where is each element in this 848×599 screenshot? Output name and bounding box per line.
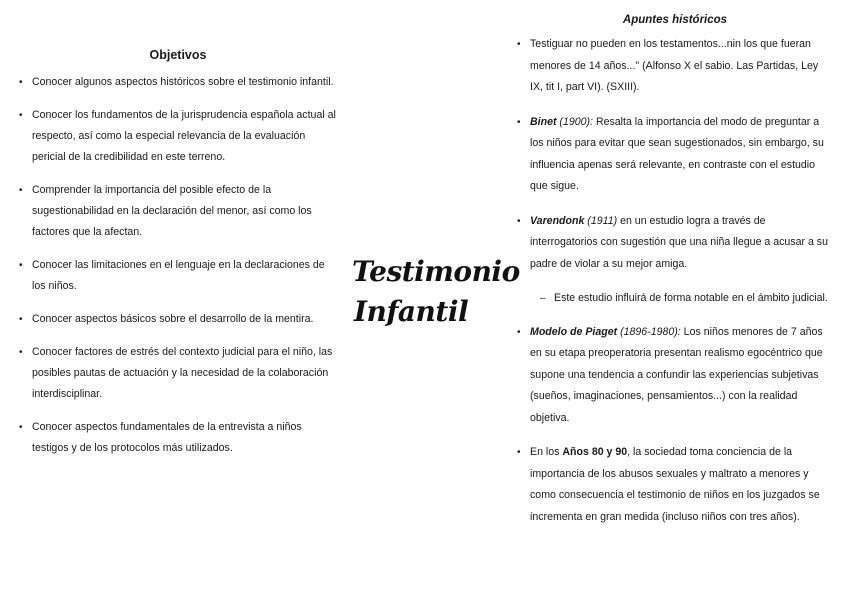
- history-item-text: Testiguar no pueden en los testamentos...nin los que fueran menores de 14 años..." (Alfonso X el sabio. Las Partidas, Ley IX, tit I, part VI). (SXIII).: [530, 38, 819, 93]
- title-line-2: Infantil: [353, 295, 469, 328]
- history-item-text: Resalta la importancia del modo de preguntar a los niños para evitar que sean sugestionados, sin embargo, su influencia apenas será relevante, en contraste con el estudio que sigue.: [530, 115, 824, 192]
- objectives-column: [18, 48, 338, 471]
- title-line-1: Testimonio: [352, 255, 520, 288]
- objectives-list: [18, 72, 338, 459]
- objective-item: • Conocer algunos aspectos históricos sobre el testimonio infantil.: [18, 72, 338, 93]
- history-subitem: [516, 288, 834, 310]
- history-year: (1896-1980):: [617, 325, 681, 338]
- history-column: [516, 14, 834, 541]
- history-item-pre: En los: [530, 446, 563, 458]
- history-heading: Apuntes históricos: [622, 14, 728, 26]
- history-list: [516, 34, 834, 528]
- objective-item: • Conocer factores de estrés del contexto judicial para el niño, las posibles pautas de actuación y la necesidad de la colaboración interdisciplinar.: [18, 342, 338, 405]
- history-item: [516, 442, 834, 528]
- history-item: [516, 34, 834, 99]
- objective-item: • Conocer los fundamentos de la jurisprudencia española actual al respecto, así como la especial relevancia de la evaluación pericial de la credibilidad en este terreno.: [18, 105, 338, 168]
- objective-item: • Conocer las limitaciones en el lenguaje en la declaraciones de los niños.: [18, 255, 338, 297]
- objective-item: • Comprender la importancia del posible efecto de la sugestionabilidad en la declaración del menor, así como los factores que la afectan.: [18, 180, 338, 243]
- history-item: [516, 211, 834, 276]
- history-author: Modelo de Piaget: [530, 325, 618, 338]
- history-item-text: , la sociedad toma conciencia de la importancia de los abusos sexuales y maltrato a menores y como consecuencia el testimonio de niños en los juzgados se incrementa en gran medida (incluso niños con tres años).: [530, 446, 820, 523]
- history-author: Binet: [530, 115, 557, 128]
- history-subitem-text: Este estudio influirá de forma notable en el ámbito judicial.: [554, 292, 828, 304]
- history-item-bold: Años 80 y 90: [562, 446, 628, 458]
- history-item: [516, 322, 834, 430]
- objectives-heading: Objetivos: [149, 48, 207, 62]
- history-year: (1911): [584, 214, 618, 227]
- history-author: Varendonk: [530, 214, 585, 227]
- objective-item: • Conocer aspectos fundamentales de la entrevista a niños testigos y de los protocolos más utilizados.: [18, 417, 338, 459]
- cover-title: [352, 252, 520, 332]
- history-item-text: Los niños menores de 7 años en su etapa preoperatoria presentan realismo egocéntrico que supone una tendencia a confundir las experiencias subjetivas (sueños, imaginaciones, pensamientos...) con la realidad objetiva.: [530, 325, 823, 424]
- objective-item: • Conocer aspectos básicos sobre el desarrollo de la mentira.: [18, 309, 338, 330]
- history-item: [516, 112, 834, 198]
- history-item-text: en un estudio logra a través de interrogatorios con sugestión que una niña llegue a acusar a su padre de violar a su mejor amiga.: [530, 214, 829, 270]
- history-year: (1900):: [556, 115, 593, 128]
